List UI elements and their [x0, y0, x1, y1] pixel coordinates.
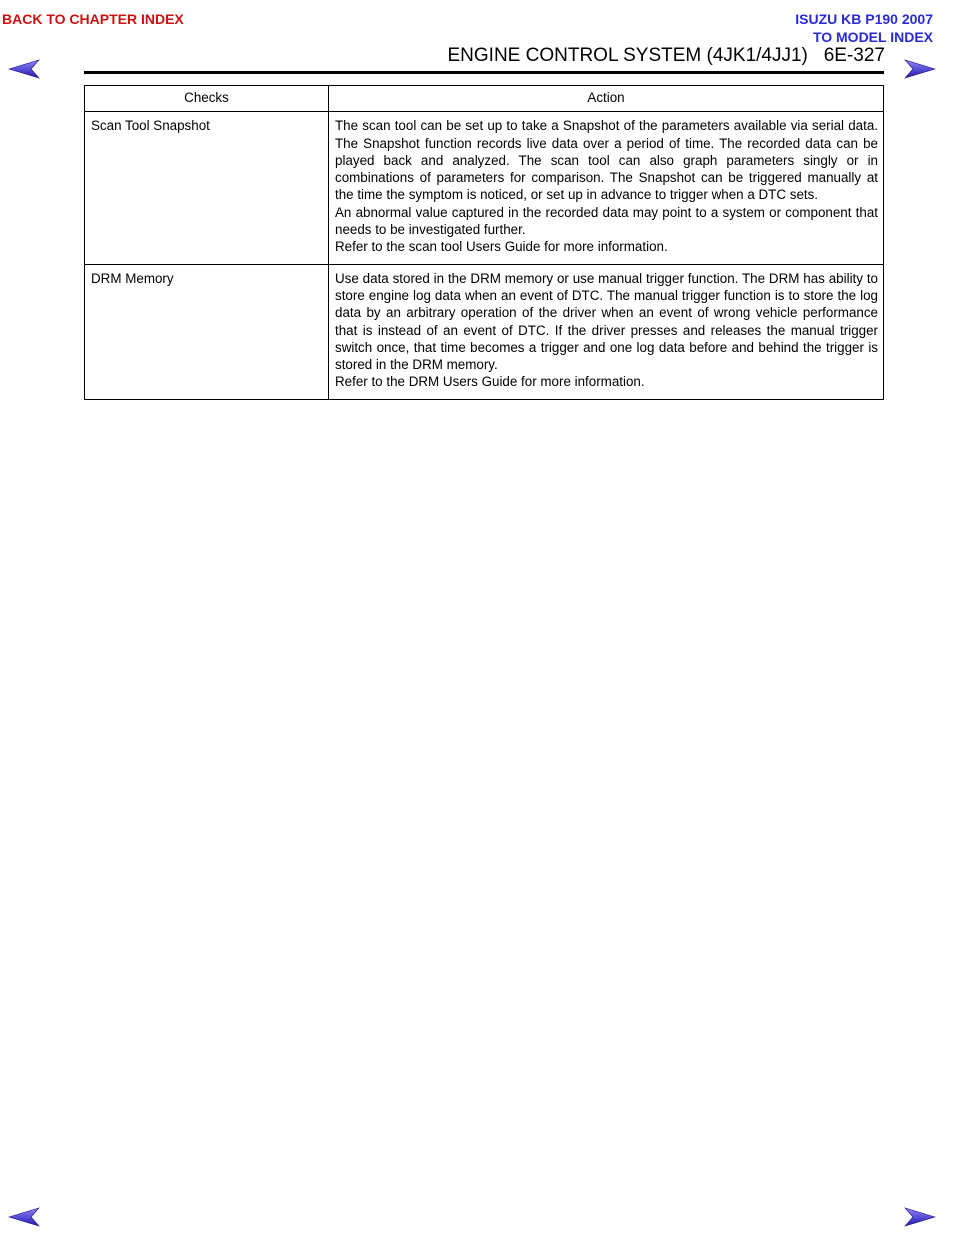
action-paragraph: Refer to the DRM Users Guide for more information. — [335, 374, 645, 390]
page-header — [448, 45, 886, 67]
action-paragraph: An abnormal value captured in the recorded data may point to a system or component that needs to be investigated further. — [335, 204, 878, 238]
page-number: 6E-327 — [823, 45, 885, 66]
section-title: ENGINE CONTROL SYSTEM (4JK1/4JJ1) — [447, 45, 808, 66]
model-name-link[interactable]: ISUZU KB P190 2007 — [795, 11, 933, 27]
action-paragraph: The scan tool can be set up to take a Snapshot of the parameters available via serial data. The Snapshot function records live data over a period of time. The recorded data can be played back and analyzed. The scan tool can also graph parameters singly or in combinations of parameters for comparison. The Snapshot can be triggered manually at the time the symptom is noticed, or set up in advance to trigger when a DTC sets. — [335, 118, 878, 203]
arrow-left-icon[interactable] — [7, 58, 41, 80]
action-cell — [329, 264, 884, 399]
action-cell — [329, 112, 884, 264]
arrow-left-icon[interactable] — [7, 1206, 41, 1228]
action-paragraph: Use data stored in the DRM memory or use manual trigger function. The DRM has ability to store engine log data when an event of DTC. The manual trigger function is to store the log data by an arbitrary operation of the driver when an event of wrong vehicle performance that is instead of an event of DTC. If the driver presses and releases the manual trigger switch once, that time becomes a trigger and one log data before and behind the trigger is stored in the DRM memory. — [335, 270, 878, 373]
arrow-right-icon[interactable] — [903, 58, 937, 80]
table-header-row — [85, 86, 884, 112]
back-to-chapter-index-link[interactable]: BACK TO CHAPTER INDEX — [2, 11, 184, 27]
action-paragraph: Refer to the scan tool Users Guide for more information. — [335, 239, 668, 255]
to-model-index-link[interactable]: TO MODEL INDEX — [812, 29, 933, 45]
table-row — [85, 264, 884, 399]
table-row — [85, 112, 884, 264]
check-cell: Scan Tool Snapshot — [85, 112, 329, 264]
check-cell: DRM Memory — [85, 264, 329, 399]
action-column-header: Action — [329, 86, 884, 112]
header-rule — [84, 71, 884, 74]
checks-column-header: Checks — [85, 86, 329, 112]
arrow-right-icon[interactable] — [903, 1206, 937, 1228]
checks-action-table — [84, 85, 884, 400]
